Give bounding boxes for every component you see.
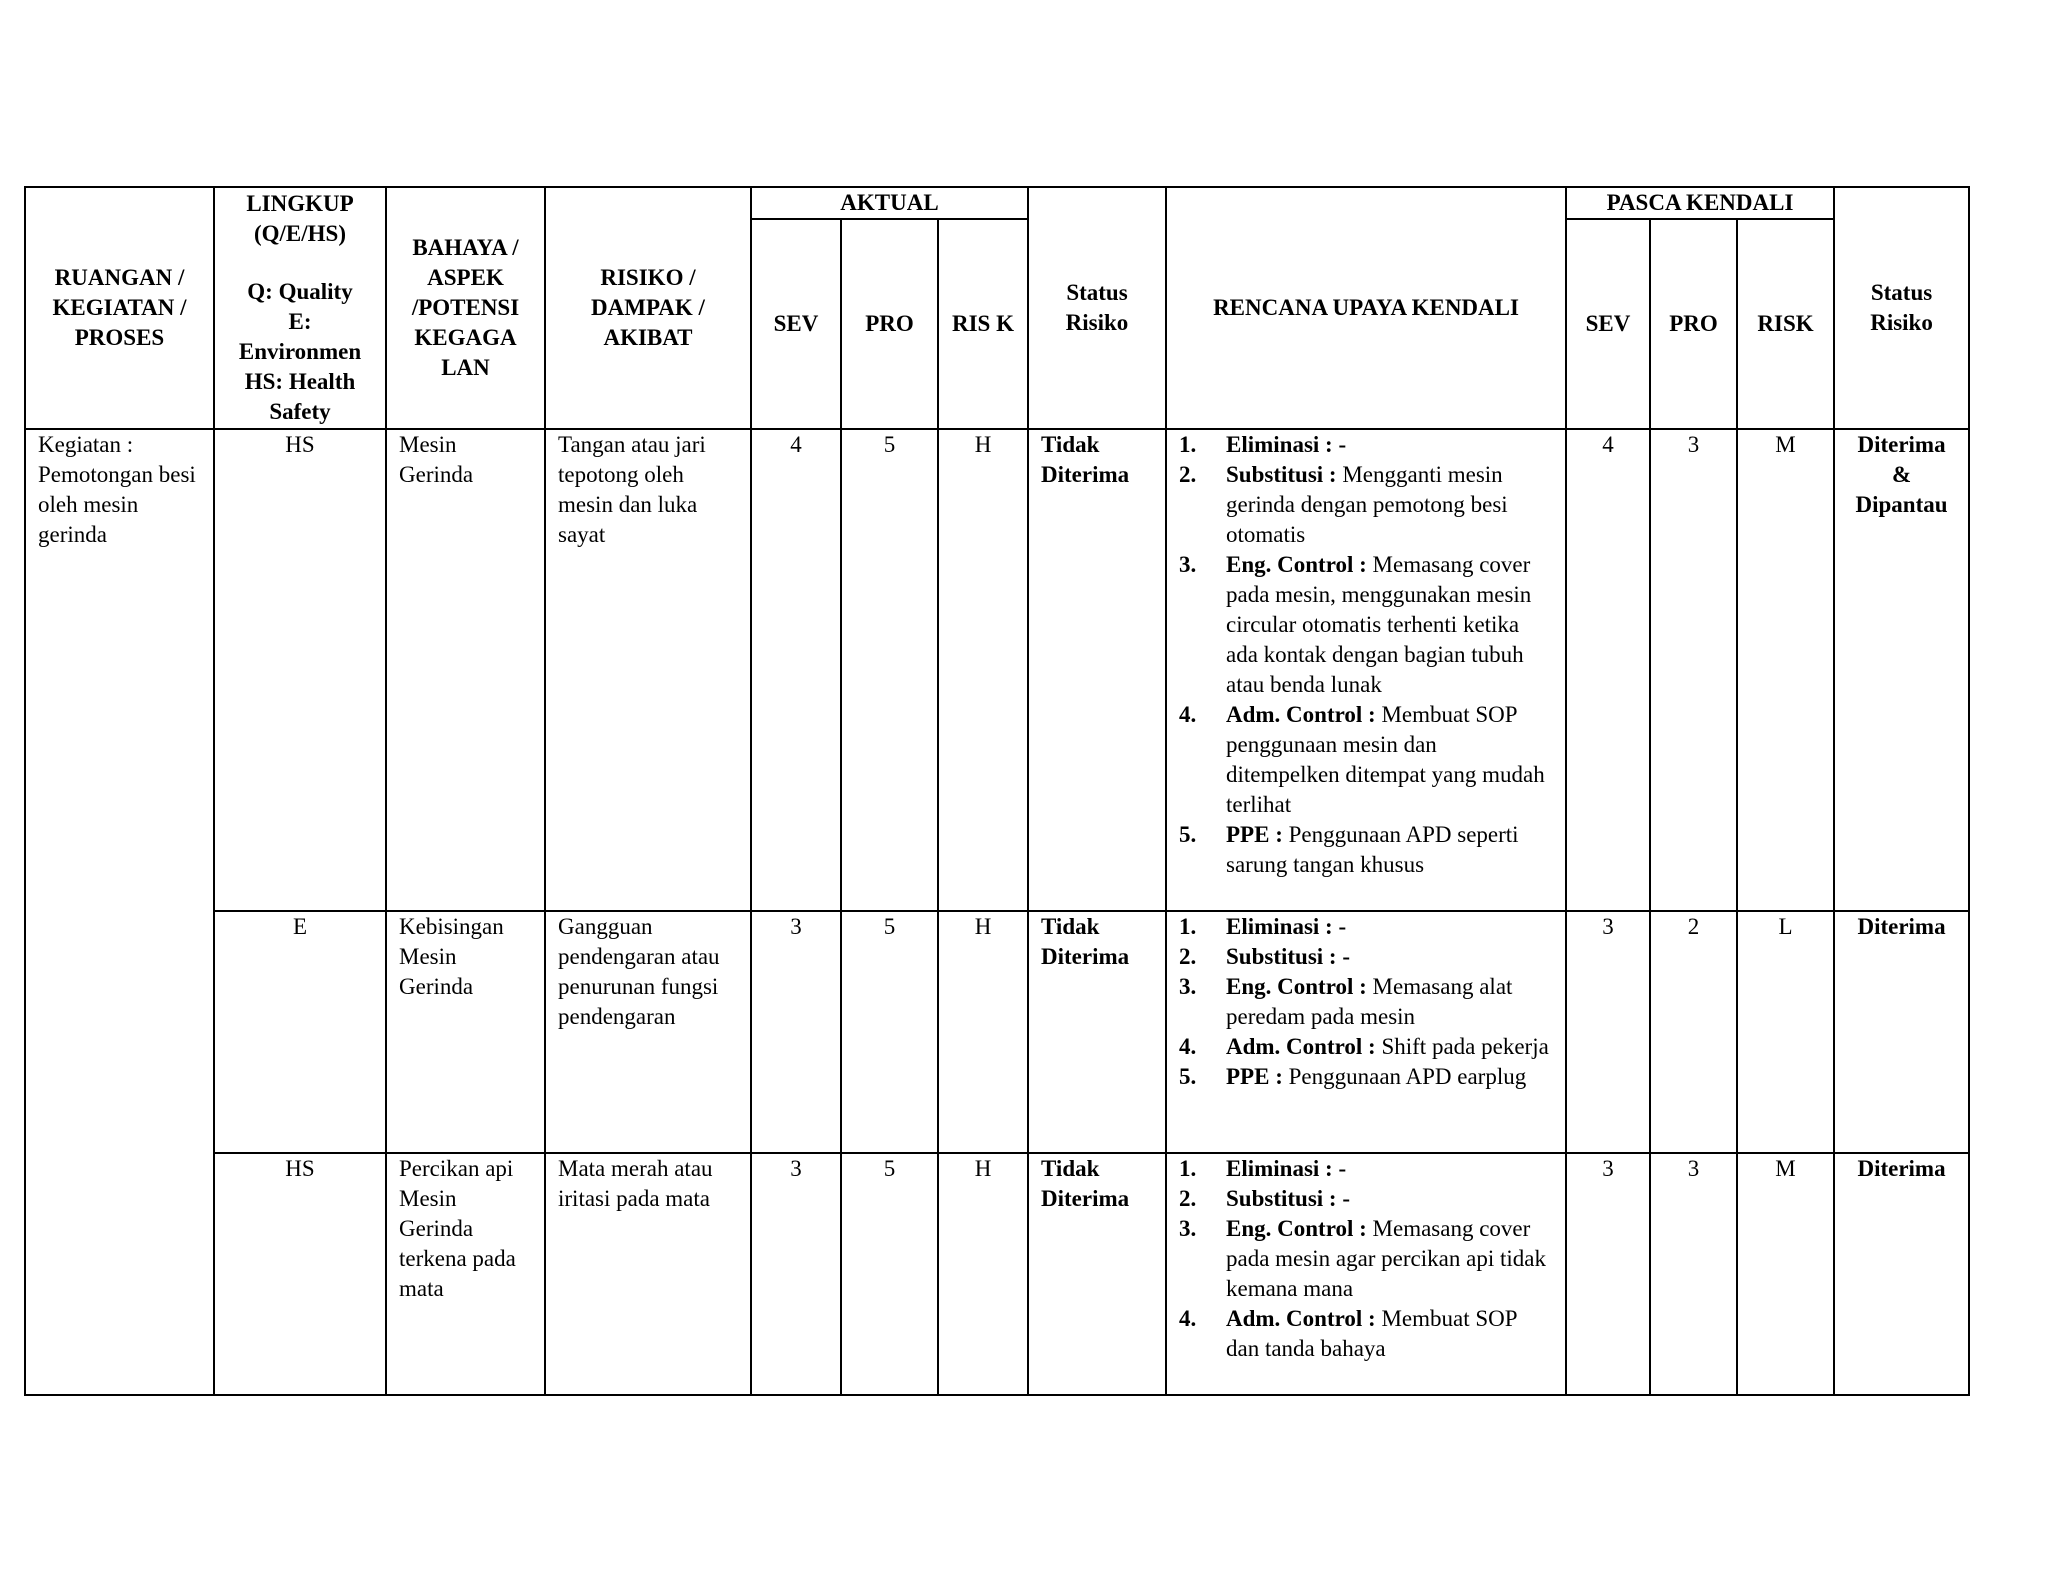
header-risk-pasca: RISK — [1737, 219, 1834, 429]
plan-number: 2. — [1179, 462, 1197, 487]
pasca-status-cell: Diterima — [1834, 1153, 1969, 1395]
lingkup-cell: HS — [214, 1153, 386, 1395]
plan-number: 1. — [1179, 432, 1197, 457]
status-cell: Tidak Diterima — [1028, 911, 1166, 1153]
plan-list — [1179, 1154, 1553, 1364]
plan-text: Memasang cover pada mesin agar percikan api tidak kemana mana — [1226, 1216, 1546, 1301]
risk-cell: H — [938, 911, 1028, 1153]
bahaya-cell: Kebisingan Mesin Gerinda — [386, 911, 545, 1153]
pro-cell: 5 — [841, 1153, 938, 1395]
header-sev-aktual: SEV — [751, 219, 841, 429]
pasca-risk-cell: M — [1737, 1153, 1834, 1395]
risk-register-table — [24, 186, 1970, 1396]
list-item — [1179, 1032, 1553, 1062]
plan-key: Adm. Control : — [1226, 1034, 1376, 1059]
risiko-cell: Tangan atau jari tepotong oleh mesin dan luka sayat — [545, 429, 751, 911]
plan-key: Substitusi : - — [1226, 944, 1350, 969]
plan-key: PPE : — [1226, 822, 1283, 847]
pasca-pro-cell: 2 — [1650, 911, 1737, 1153]
plan-number: 5. — [1179, 822, 1197, 847]
risk-cell: H — [938, 1153, 1028, 1395]
plan-key: Eng. Control : — [1226, 1216, 1367, 1241]
plan-key: Eliminasi : - — [1226, 432, 1347, 457]
lingkup-legend-safety: Safety — [269, 399, 331, 424]
pasca-sev-cell: 3 — [1566, 1153, 1650, 1395]
list-item — [1179, 1214, 1553, 1304]
lingkup-cell: HS — [214, 429, 386, 911]
header-status-risiko-pasca: Status Risiko — [1834, 187, 1969, 429]
pro-cell: 5 — [841, 429, 938, 911]
plan-key: Eliminasi : - — [1226, 1156, 1347, 1181]
pasca-pro-cell: 3 — [1650, 1153, 1737, 1395]
pasca-risk-cell: M — [1737, 429, 1834, 911]
pasca-pro-cell: 3 — [1650, 429, 1737, 911]
table-row — [25, 1153, 1969, 1395]
pasca-sev-cell: 4 — [1566, 429, 1650, 911]
status-cell: Tidak Diterima — [1028, 429, 1166, 911]
pasca-risk-cell: L — [1737, 911, 1834, 1153]
plan-number: 3. — [1179, 552, 1197, 577]
list-item — [1179, 1184, 1553, 1214]
status-cell: Tidak Diterima — [1028, 1153, 1166, 1395]
header-sev-pasca: SEV — [1566, 219, 1650, 429]
plan-text: Memasang alat peredam pada mesin — [1226, 974, 1513, 1029]
plan-number: 2. — [1179, 1186, 1197, 1211]
plan-key: PPE : — [1226, 1064, 1283, 1089]
plan-key: Eng. Control : — [1226, 552, 1367, 577]
sev-cell: 4 — [751, 429, 841, 911]
plan-text: Membuat SOP dan tanda bahaya — [1226, 1306, 1517, 1361]
plan-list — [1179, 912, 1553, 1092]
plan-text: Penggunaan APD seperti sarung tangan khusus — [1226, 822, 1519, 877]
list-item — [1179, 460, 1553, 550]
plan-key: Eliminasi : - — [1226, 914, 1347, 939]
plan-number: 3. — [1179, 1216, 1197, 1241]
plan-cell — [1166, 429, 1566, 911]
plan-number: 4. — [1179, 702, 1197, 727]
plan-number: 1. — [1179, 914, 1197, 939]
list-item — [1179, 700, 1553, 820]
plan-number: 3. — [1179, 974, 1197, 999]
list-item — [1179, 820, 1553, 880]
plan-key: Substitusi : - — [1226, 1186, 1350, 1211]
plan-text: Penggunaan APD earplug — [1282, 1064, 1527, 1089]
plan-key: Adm. Control : — [1226, 702, 1376, 727]
pro-cell: 5 — [841, 911, 938, 1153]
list-item — [1179, 1304, 1553, 1364]
plan-cell — [1166, 911, 1566, 1153]
header-pro-aktual: PRO — [841, 219, 938, 429]
header-risk-aktual: RIS K — [938, 219, 1028, 429]
plan-number: 4. — [1179, 1034, 1197, 1059]
plan-number: 1. — [1179, 1156, 1197, 1181]
risiko-cell: Gangguan pendengaran atau penurunan fungsi pendengaran — [545, 911, 751, 1153]
table-row — [25, 911, 1969, 1153]
list-item — [1179, 1154, 1553, 1184]
pasca-sev-cell: 3 — [1566, 911, 1650, 1153]
header-rencana: RENCANA UPAYA KENDALI — [1166, 187, 1566, 429]
plan-key: Adm. Control : — [1226, 1306, 1376, 1331]
lingkup-cell: E — [214, 911, 386, 1153]
sev-cell: 3 — [751, 1153, 841, 1395]
pasca-status-cell: Diterima & Dipantau — [1834, 429, 1969, 911]
risiko-cell: Mata merah atau iritasi pada mata — [545, 1153, 751, 1395]
pasca-status-cell: Diterima — [1834, 911, 1969, 1153]
list-item — [1179, 942, 1553, 972]
header-status-risiko-aktual: Status Risiko — [1028, 187, 1166, 429]
header-lingkup-title: LINGKUP (Q/E/HS) — [246, 191, 354, 246]
plan-text: Memasang cover pada mesin, menggunakan mesin circular otomatis terhenti ketika ada kontak dengan bagian tubuh atau benda lunak — [1226, 552, 1532, 697]
bahaya-cell: Mesin Gerinda — [386, 429, 545, 911]
list-item — [1179, 912, 1553, 942]
list-item — [1179, 550, 1553, 700]
bahaya-cell: Percikan api Mesin Gerinda terkena pada mata — [386, 1153, 545, 1395]
header-risiko: RISIKO / DAMPAK / AKIBAT — [545, 187, 751, 429]
plan-text: Mengganti mesin gerinda dengan pemotong besi otomatis — [1226, 462, 1508, 547]
plan-key: Substitusi : — [1226, 462, 1337, 487]
lingkup-legend-e: E: — [288, 309, 312, 334]
plan-number: 2. — [1179, 944, 1197, 969]
plan-text: Shift pada pekerja — [1375, 1034, 1549, 1059]
lingkup-legend-env: Environmen — [238, 339, 362, 364]
plan-number: 5. — [1179, 1064, 1197, 1089]
header-pasca-kendali: PASCA KENDALI — [1566, 187, 1834, 219]
header-ruangan: RUANGAN / KEGIATAN / PROSES — [25, 187, 214, 429]
list-item — [1179, 1062, 1553, 1092]
kegiatan-cell: Kegiatan : Pemotongan besi oleh mesin gerinda — [25, 429, 214, 1395]
sev-cell: 3 — [751, 911, 841, 1153]
plan-text: Membuat SOP penggunaan mesin dan ditempelken ditempat yang mudah terlihat — [1226, 702, 1545, 817]
list-item — [1179, 430, 1553, 460]
risk-cell: H — [938, 429, 1028, 911]
header-bahaya: BAHAYA / ASPEK /POTENSI KEGAGA LAN — [386, 187, 545, 429]
lingkup-legend-hs: HS: Health — [244, 369, 356, 394]
plan-list — [1179, 430, 1553, 880]
lingkup-legend-q: Q: Quality — [247, 279, 353, 304]
table-row — [25, 429, 1969, 911]
header-aktual: AKTUAL — [751, 187, 1028, 219]
list-item — [1179, 972, 1553, 1032]
plan-cell — [1166, 1153, 1566, 1395]
plan-number: 4. — [1179, 1306, 1197, 1331]
header-lingkup — [214, 187, 386, 429]
plan-key: Eng. Control : — [1226, 974, 1367, 999]
header-pro-pasca: PRO — [1650, 219, 1737, 429]
